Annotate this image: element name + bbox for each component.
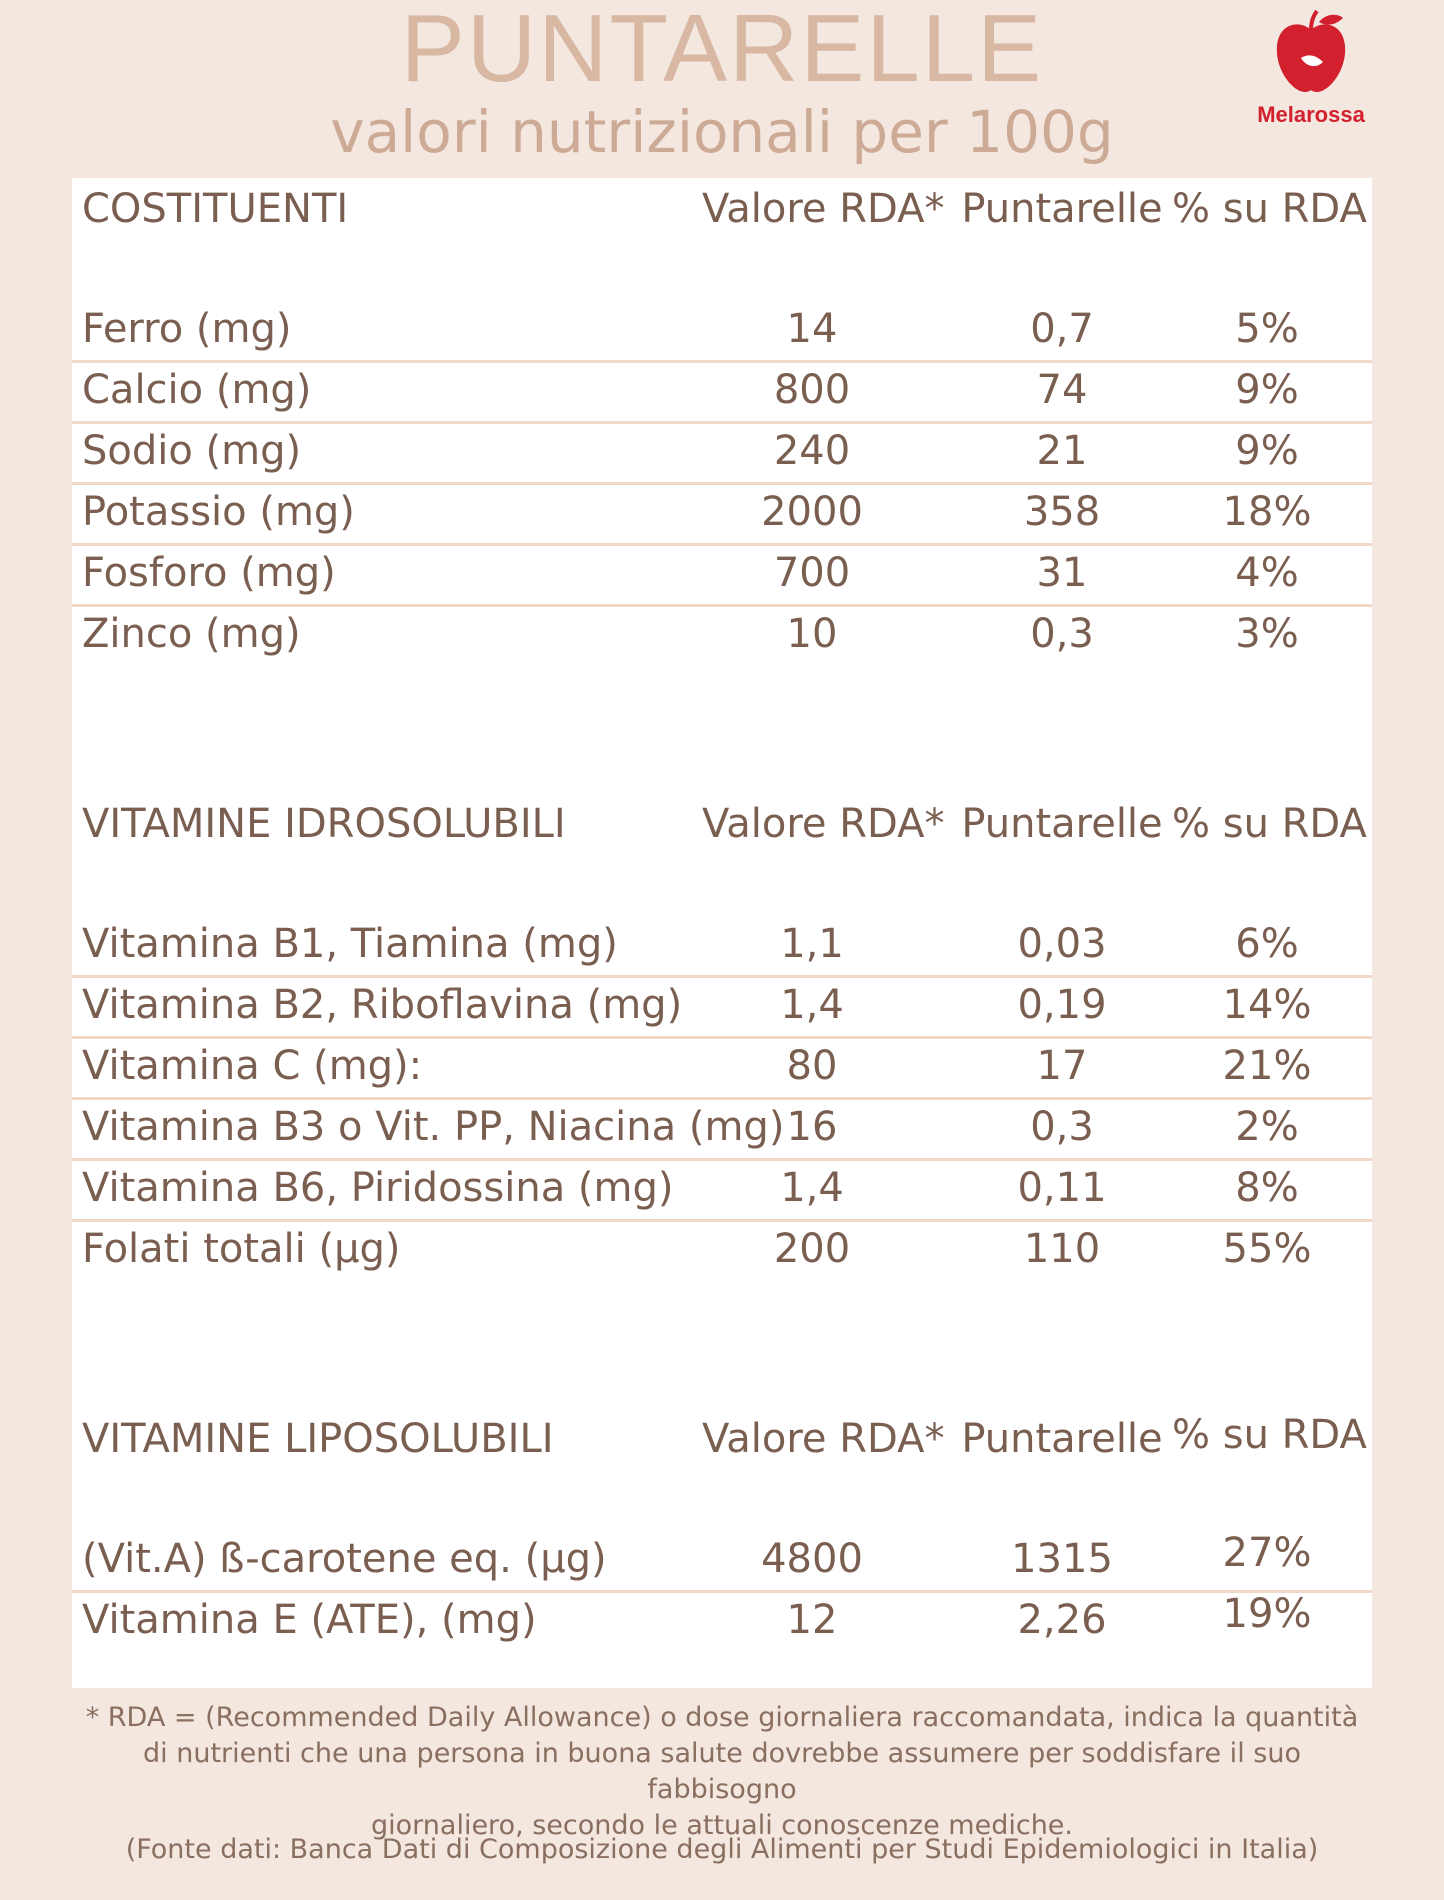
col-header-percent: % su RDA: [1172, 186, 1367, 232]
col-header-rda: Valore RDA*: [702, 186, 945, 232]
data-source: (Fonte dati: Banca Dati di Composizione degli Alimenti per Studi Epidemiologici in Italia): [125, 1834, 1319, 1865]
nutrient-value: 1315: [1011, 1536, 1113, 1582]
table-row: [72, 1589, 1372, 1651]
table-row: [72, 420, 1372, 485]
col-header-value: Puntarelle: [961, 1416, 1163, 1462]
col-header-percent: % su RDA: [1172, 1412, 1367, 1458]
col-header-rda: Valore RDA*: [702, 1416, 945, 1462]
rda-percent: 3%: [1235, 611, 1299, 657]
table-row: [72, 1157, 1372, 1222]
nutrient-name: Vitamina B1, Tiamina (mg): [82, 921, 618, 967]
nutrition-table: [72, 178, 1372, 1688]
rda-percent: 14%: [1222, 982, 1312, 1028]
nutrient-name: Folati totali (µg): [82, 1226, 401, 1272]
rda-value: 1,1: [780, 921, 844, 967]
rda-percent: 9%: [1235, 367, 1299, 413]
footnote-line: * RDA = (Recommended Daily Allowance) o dose giornaliera raccomandata, indica la quantità: [85, 1702, 1359, 1733]
col-header-name: COSTITUENTI: [82, 186, 349, 232]
nutrient-name: Vitamina B2, Riboflavina (mg): [82, 982, 683, 1028]
nutrient-name: Ferro (mg): [82, 306, 292, 352]
col-header-rda: Valore RDA*: [702, 801, 945, 847]
rda-percent: 5%: [1235, 306, 1299, 352]
nutrient-name: Sodio (mg): [82, 428, 302, 474]
nutrient-value: 74: [1036, 367, 1088, 413]
nutrient-name: Vitamina E (ATE), (mg): [82, 1597, 537, 1643]
table-row: [72, 359, 1372, 424]
table-row: [72, 603, 1372, 665]
table-row: [72, 974, 1372, 1039]
col-header-value: Puntarelle: [961, 801, 1163, 847]
rda-value: 800: [773, 367, 851, 413]
rda-value: 80: [786, 1043, 838, 1089]
nutrient-name: Fosforo (mg): [82, 550, 336, 596]
rda-value: 10: [786, 611, 838, 657]
nutrient-value: 31: [1036, 550, 1088, 596]
rda-value: 1,4: [780, 982, 844, 1028]
brand-logo: [1246, 8, 1376, 143]
nutrient-name: (Vit.A) ß-carotene eq. (µg): [82, 1536, 607, 1582]
nutrient-value: 0,11: [1017, 1165, 1107, 1211]
table-row: [72, 481, 1372, 546]
rda-percent: 2%: [1235, 1104, 1299, 1150]
nutrient-value: 2,26: [1017, 1597, 1107, 1643]
section-header-vitamine-idrosolubili: [72, 793, 1372, 855]
rda-percent: 18%: [1222, 489, 1312, 535]
rda-value: 2000: [761, 489, 863, 535]
rda-percent: 27%: [1222, 1530, 1312, 1576]
rda-value: 240: [773, 428, 851, 474]
rda-percent: 55%: [1222, 1226, 1312, 1272]
rda-percent: 4%: [1235, 550, 1299, 596]
nutrient-value: 0,3: [1030, 1104, 1094, 1150]
nutrient-value: 358: [1023, 489, 1101, 535]
brand-name: Melarossa: [1257, 102, 1365, 127]
nutrient-name: Vitamina C (mg):: [82, 1043, 423, 1089]
table-row: [72, 1096, 1372, 1161]
page-title: PUNTARELLE: [400, 0, 1044, 102]
nutrient-value: 17: [1036, 1043, 1088, 1089]
rda-value: 200: [773, 1226, 851, 1272]
table-row: [72, 913, 1372, 978]
table-row: [72, 298, 1372, 363]
table-row: [72, 1218, 1372, 1280]
rda-value: 700: [773, 550, 851, 596]
col-header-value: Puntarelle: [961, 186, 1163, 232]
nutrient-name: Vitamina B3 o Vit. PP, Niacina (mg): [82, 1104, 785, 1150]
nutrient-name: Potassio (mg): [82, 489, 355, 535]
rda-percent: 8%: [1235, 1165, 1299, 1211]
nutrient-value: 21: [1036, 428, 1088, 474]
nutrient-name: Vitamina B6, Piridossina (mg): [82, 1165, 674, 1211]
nutrient-name: Calcio (mg): [82, 367, 312, 413]
nutrient-value: 0,03: [1017, 921, 1107, 967]
footnote-line: giornaliero, secondo le attuali conoscenze mediche.: [371, 1810, 1073, 1841]
nutrient-value: 0,19: [1017, 982, 1107, 1028]
rda-percent: 6%: [1235, 921, 1299, 967]
rda-value: 1,4: [780, 1165, 844, 1211]
rda-value: 4800: [761, 1536, 863, 1582]
nutrient-value: 0,3: [1030, 611, 1094, 657]
col-header-percent: % su RDA: [1172, 801, 1367, 847]
rda-percent: 19%: [1222, 1591, 1312, 1637]
nutrient-value: 0,7: [1030, 306, 1094, 352]
section-header-costituenti: [72, 178, 1372, 240]
col-header-name: VITAMINE LIPOSOLUBILI: [82, 1416, 554, 1462]
footnote-line: di nutrienti che una persona in buona salute dovrebbe assumere per soddisfare il suo fabbisogno: [143, 1738, 1301, 1805]
section-header-vitamine-liposolubili: [72, 1408, 1372, 1470]
rda-percent: 9%: [1235, 428, 1299, 474]
rda-footnote: [80, 1700, 1364, 1844]
table-row: [72, 1035, 1372, 1100]
nutrient-name: Zinco (mg): [82, 611, 301, 657]
page-subtitle: valori nutrizionali per 100g: [330, 98, 1114, 166]
nutrient-value: 110: [1023, 1226, 1101, 1272]
table-row: [72, 542, 1372, 607]
rda-value: 14: [786, 306, 838, 352]
rda-value: 12: [786, 1597, 838, 1643]
rda-percent: 21%: [1222, 1043, 1312, 1089]
col-header-name: VITAMINE IDROSOLUBILI: [82, 801, 566, 847]
rda-value: 16: [786, 1104, 838, 1150]
apple-icon: [1271, 8, 1351, 98]
